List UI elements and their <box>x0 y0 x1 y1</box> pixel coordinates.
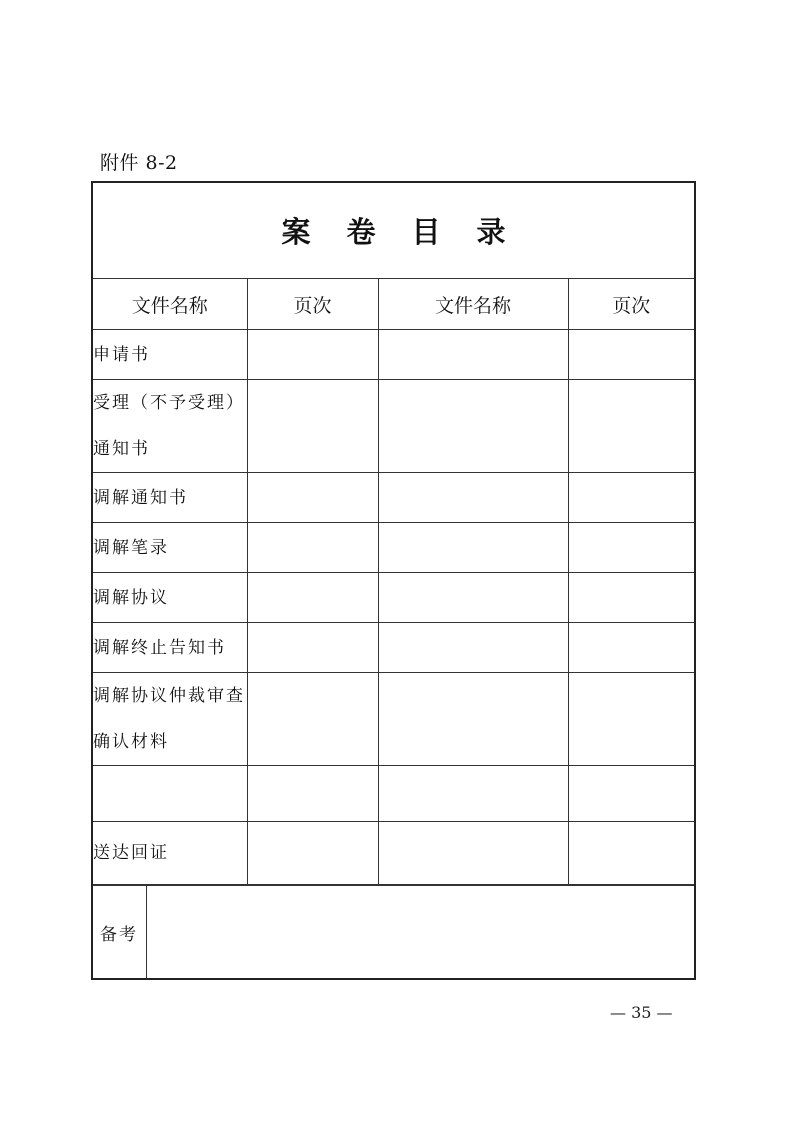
row-page <box>247 822 378 885</box>
row-page-2 <box>568 766 694 822</box>
header-file-name-2: 文件名称 <box>378 279 568 330</box>
row-file-name-2 <box>378 573 568 623</box>
row-page <box>247 766 378 822</box>
table-row <box>93 766 694 822</box>
row-file-name: 受理（不予受理）通知书 <box>93 380 247 473</box>
table-row <box>93 673 694 766</box>
page-number: — 35 — <box>610 1003 673 1022</box>
table-row <box>93 523 694 573</box>
row-file-name: 调解协议仲裁审查确认材料 <box>93 673 247 766</box>
table-row <box>93 573 694 623</box>
row-file-name-2 <box>378 673 568 766</box>
remarks-content <box>147 886 694 979</box>
row-page-2 <box>568 822 694 885</box>
row-page <box>247 673 378 766</box>
header-file-name: 文件名称 <box>93 279 247 330</box>
row-file-name-2 <box>378 766 568 822</box>
row-file-name: 调解终止告知书 <box>93 623 247 673</box>
row-file-name: 调解笔录 <box>93 523 247 573</box>
catalog-table <box>93 279 694 885</box>
row-page <box>247 523 378 573</box>
row-file-name: 送达回证 <box>93 822 247 885</box>
row-file-name <box>93 766 247 822</box>
row-page-2 <box>568 380 694 473</box>
row-page <box>247 473 378 523</box>
table-row <box>93 380 694 473</box>
table-row <box>93 822 694 885</box>
row-page-2 <box>568 473 694 523</box>
row-file-name: 调解协议 <box>93 573 247 623</box>
table-row <box>93 330 694 380</box>
header-page-2: 页次 <box>568 279 694 330</box>
table-row <box>93 623 694 673</box>
row-file-name-2 <box>378 473 568 523</box>
row-page <box>247 380 378 473</box>
form-title: 案卷目录 <box>93 183 694 279</box>
table-row <box>93 473 694 523</box>
row-page-2 <box>568 623 694 673</box>
row-file-name-2 <box>378 380 568 473</box>
row-page <box>247 330 378 380</box>
row-page-2 <box>568 673 694 766</box>
header-page: 页次 <box>247 279 378 330</box>
row-file-name-2 <box>378 623 568 673</box>
row-file-name-2 <box>378 822 568 885</box>
row-page-2 <box>568 573 694 623</box>
table-header-row <box>93 279 694 330</box>
row-page-2 <box>568 523 694 573</box>
remarks-label: 备考 <box>93 886 147 979</box>
row-file-name: 申请书 <box>93 330 247 380</box>
row-page-2 <box>568 330 694 380</box>
case-catalog-form <box>91 181 696 980</box>
row-page <box>247 573 378 623</box>
row-file-name-2 <box>378 523 568 573</box>
row-file-name: 调解通知书 <box>93 473 247 523</box>
remarks-row <box>93 885 694 979</box>
row-file-name-2 <box>378 330 568 380</box>
attachment-label: 附件 8-2 <box>100 152 178 174</box>
row-page <box>247 623 378 673</box>
